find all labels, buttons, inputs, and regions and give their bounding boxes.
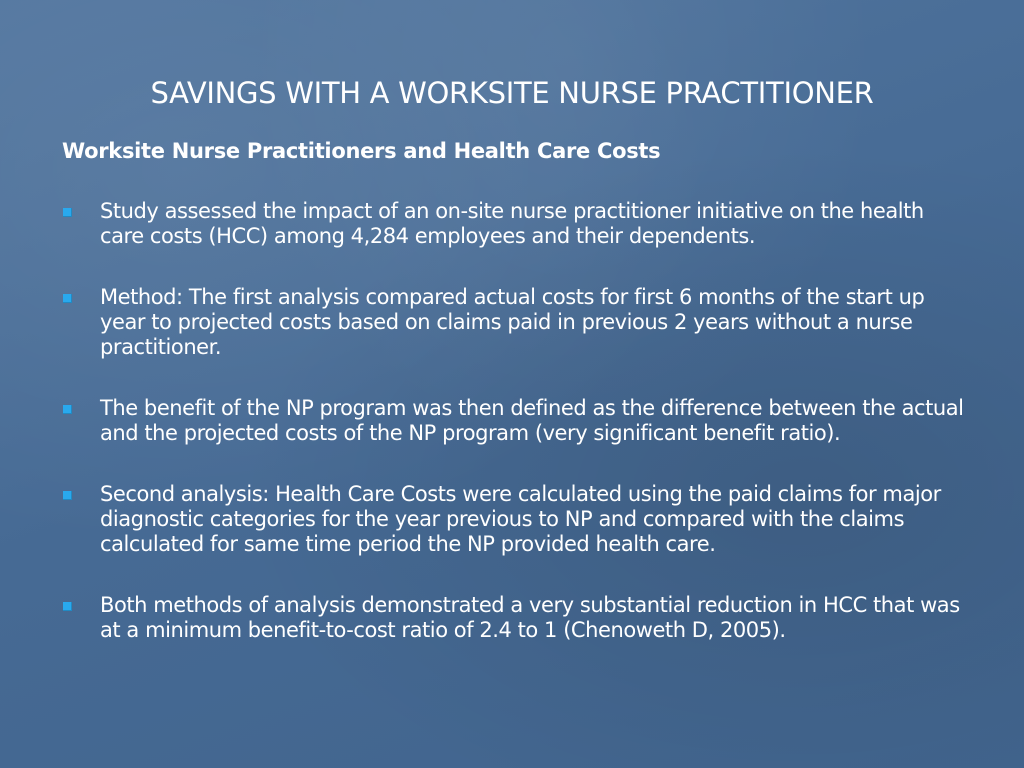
slide-title: SAVINGS WITH A WORKSITE NURSE PRACTITIONER <box>150 76 874 110</box>
square-bullet-icon <box>63 405 72 414</box>
bullet-text: Both methods of analysis demonstrated a very substantial reduction in HCC that was at a minimum benefit-to-cost ratio of 2.4 to 1 (Chenoweth D, 2005). <box>100 593 960 642</box>
bullet-text: Study assessed the impact of an on-site nurse practitioner initiative on the health care costs (HCC) among 4,284 employees and their dependents. <box>100 199 924 248</box>
square-bullet-icon <box>63 491 72 500</box>
slide-subtitle: Worksite Nurse Practitioners and Health Care Costs <box>62 139 661 163</box>
bullet-item <box>62 285 972 360</box>
bullet-item <box>62 199 972 249</box>
bullet-item <box>62 482 972 557</box>
bullet-text: Second analysis: Health Care Costs were calculated using the paid claims for major diagnostic categories for the year previous to NP and compared with the claims calculated for same time period the NP provided health care. <box>100 482 941 556</box>
bullet-text: Method: The first analysis compared actual costs for first 6 months of the start up year to projected costs based on claims paid in previous 2 years without a nurse practitioner. <box>100 285 925 359</box>
square-bullet-icon <box>63 208 72 217</box>
bullet-list <box>62 199 972 679</box>
bullet-text: The benefit of the NP program was then defined as the difference between the actual and the projected costs of the NP program (very significant benefit ratio). <box>100 396 964 445</box>
square-bullet-icon <box>63 294 72 303</box>
bullet-item <box>62 593 972 643</box>
bullet-item <box>62 396 972 446</box>
square-bullet-icon <box>63 602 72 611</box>
